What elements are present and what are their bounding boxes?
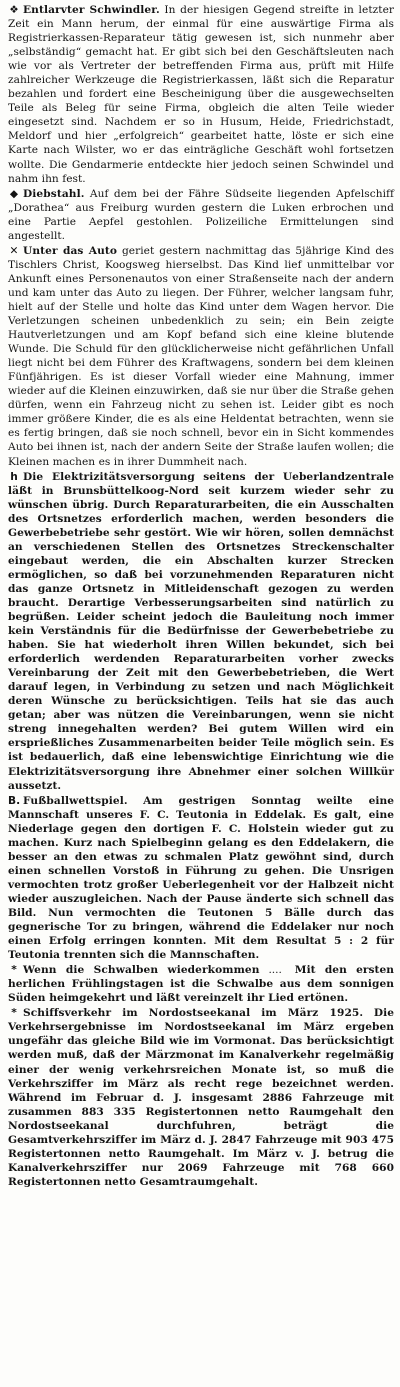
author-mark: B.	[8, 794, 21, 807]
article-unter-das-auto	[8, 244, 394, 469]
article-headline: Schiffsverkehr im Nordostseekanal im März 1925.	[23, 1007, 364, 1020]
article-headline: Unter das Auto	[23, 244, 118, 257]
ornament-icon: ❖	[9, 4, 19, 16]
article-diebstahl	[8, 187, 394, 243]
author-mark: h	[10, 470, 18, 483]
article-body: Am gestrigen Sonntag weilte eine Mannschaft unseres F. C. Teutonia in Eddelak. Es galt, eine Niederlage gegen den dortigen F. C. Holstein wieder gut zu machen. Kurz nach Spielbeginn gelang es den Eddelakern, die besser an den etwas zu schmalen Platz gewöhnt sind, durch einen schnellen Vorstoß in Führung zu gehen. Die Unsrigen vermochten trotz großer Ueberlegenheit vor der Halbzeit nicht wieder auszugleichen. Nach der Pause änderte sich schnell das Bild. Nun vermochten die Teutonen 5 Bälle durch das gegnerische Tor zu bringen, während die Eddelaker nur noch einen Erfolg erringen konnten. Mit dem Resultat 5 : 2 für Teutonia trennten sich die Mannschaften.	[8, 794, 394, 962]
article-headline: Die Elektrizitätsversorgung	[23, 470, 195, 483]
article-elektrizitaet	[8, 470, 394, 793]
article-headline: Wenn die Schwalben wiederkommen	[23, 964, 260, 977]
article-body: Mit den ersten herlichen Frühlingstagen ist die Schwalbe aus dem sonnigen Süden heimgekehrt und läßt vereinzelt ihr Lied ertönen.	[8, 964, 394, 1005]
article-body: Die Verkehrsergebnisse im Nordostseekanal im März ergeben ungefähr das gleiche Bild wie im Vormonat. Das berücksichtigt werden muß, daß der Märzmonat im Kanalverkehr regelmäßig einer der wenig verkehrsreichen Monate ist, so muß die Verkehrsziffer im März als recht rege bezeichnet werden. Während im Februar d. J. insgesamt 2886 Fahrzeuge mit zusammen 883 335 Registertonnen netto Raumgehalt den Nordostseekanal durchfuhren, beträgt die Gesamtverkehrsziffer im März d. J. 2847 Fahrzeuge mit 903 475 Registertonnen netto Raumgehalt. Im März v. J. betrug die Kanalverkehrsziffer nur 2069 Fahrzeuge mit 768 660 Registertonnen netto Gesamtraumgehalt.	[8, 1007, 394, 1188]
article-schwalben	[8, 963, 394, 1005]
article-headline: Diebstahl.	[23, 187, 85, 200]
article-body: seitens der Ueberlandzentrale läßt in Brunsbüttelkoog-Nord seit kurzem wieder sehr zu wünschen übrig. Durch Reparaturarbeiten, die ein Ausschalten des Ortsnetzes erforderlich machen, werden besonders die Gewerbebetriebe sehr gestört. Wie wir hören, sollen demnächst an verschiedenen Stellen des Ortsnetzes Streckenschalter eingebaut werden, die ein Abschalten kurzer Strecken ermöglichen, so daß bei vorzunehmenden Reparaturen nicht das ganze Ortsnetz in Mitleidenschaft gezogen zu werden braucht. Derartige Verbesserungsarbeiten sind natürlich zu begrüßen. Leider scheint jedoch die Bauleitung noch immer kein Verständnis für die Bedürfnisse der Gewerbebetriebe zu haben. Sie hat wiederholt ihren Willen bekundet, sich bei erforderlich werdenden Reparaturarbeiten vorher zwecks Vereinbarung der Zeit mit den Gewerbebetrieben, die Wert darauf legen, in Verbindung zu setzen und nach Möglichkeit deren Wünsche zu berücksichtigen. Teils hat sie das auch getan; aber was nützen die Vereinbarungen, wenn sie nicht streng innegehalten werden? Bei gutem Willen wird ein ersprießliches Zusammenarbeiten beider Teile möglich sein. Es ist bedauerlich, daß eine lebenswichtige Einrichtung wie die Elektrizitätsversorgung ihre Abnehmer einer solchen Willkür aussetzt.	[8, 470, 395, 792]
article-headline: Entlarvter Schwindler.	[23, 4, 160, 16]
asterisk-icon: *	[11, 964, 17, 977]
article-headline: Fußballwettspiel.	[23, 794, 128, 807]
diamond-arrow-icon: ◆	[9, 187, 19, 200]
article-body: Auf dem bei der Fähre Südseite liegenden Apfelschiff „Dorathea“ aus Freiburg wurden gestern die Luken erbrochen und eine Partie Aepfel gestohlen. Polizeiliche Ermittelungen sind angestellt.	[8, 187, 394, 242]
article-fussball	[8, 794, 394, 963]
article-body: geriet gestern nachmittag das 5jährige Kind des Tischlers Christ, Koogsweg hierselbst. Das Kind lief unmittelbar vor Ankunft eines Personenautos von einer Straßenseite nach der andern und kam unter das Auto zu liegen. Der Führer, welcher langsam fuhr, hielt auf der Stelle und holte das Kind unter dem Wagen hervor. Die Verletzungen scheinen unbedenklich zu sein; ein Bein zeigte Hautverletzungen und am Kopf befand sich eine kleine blutende Wunde. Die Schuld für den glücklicherweise nicht gefährlichen Unfall liegt nicht bei dem Führer des Kraftwagens, sondern bei dem kleinen Fünfjährigen. Es ist dieser Vorfall wieder eine Mahnung, immer wieder auf die Kleinen einzuwirken, daß sie nur über die Straße gehen dürfen, wenn ein Fahrzeug nicht zu sehen ist. Leider gibt es noch immer größere Kinder, die es als eine Heldentat betrachten, wenn sie es fertig bringen, daß sie noch schnell, bevor ein in Sicht kommendes Auto bei ihnen ist, nach der andern Seite der Straße laufen wollen; die Kleinen machen es in ihrer Dummheit nach.	[8, 244, 394, 468]
article-schiffsverkehr	[8, 1006, 394, 1189]
headline-separator: ....	[268, 964, 282, 977]
asterisk-icon: *	[11, 1007, 17, 1020]
article-body: In der hiesigen Gegend streifte in letzter Zeit ein Mann herum, der einmal für eine auswärtige Firma als Registrierkassen-Reparateur tätig gewesen ist, sich nunmehr aber „selbständig“ gemacht hat. Er gibt sich bei den Geschäftsleuten nach wie vor als Vertreter der betreffenden Firma aus, prüft mit Hilfe zahlreicher Werkzeuge die Registrierkassen, läßt sich die Reparatur bezahlen und fordert eine Bescheinigung über die ausgewechselten Teile als Beleg für seine Firma, obgleich die alten Teile wieder eingesetzt sind. Nachdem er so in Husum, Heide, Friedrichstadt, Meldorf und hier „erfolgreich“ gearbeitet hatte, löste er sich eine Karte nach Wilster, wo er das einträgliche Geschäft wohl fortsetzen wollte. Die Gendarmerie entdeckte hier jedoch seinen Schwindel und nahm ihn fest.	[8, 4, 394, 185]
cross-mark-icon: ✕	[9, 244, 19, 257]
article-schwindler	[8, 3, 394, 186]
